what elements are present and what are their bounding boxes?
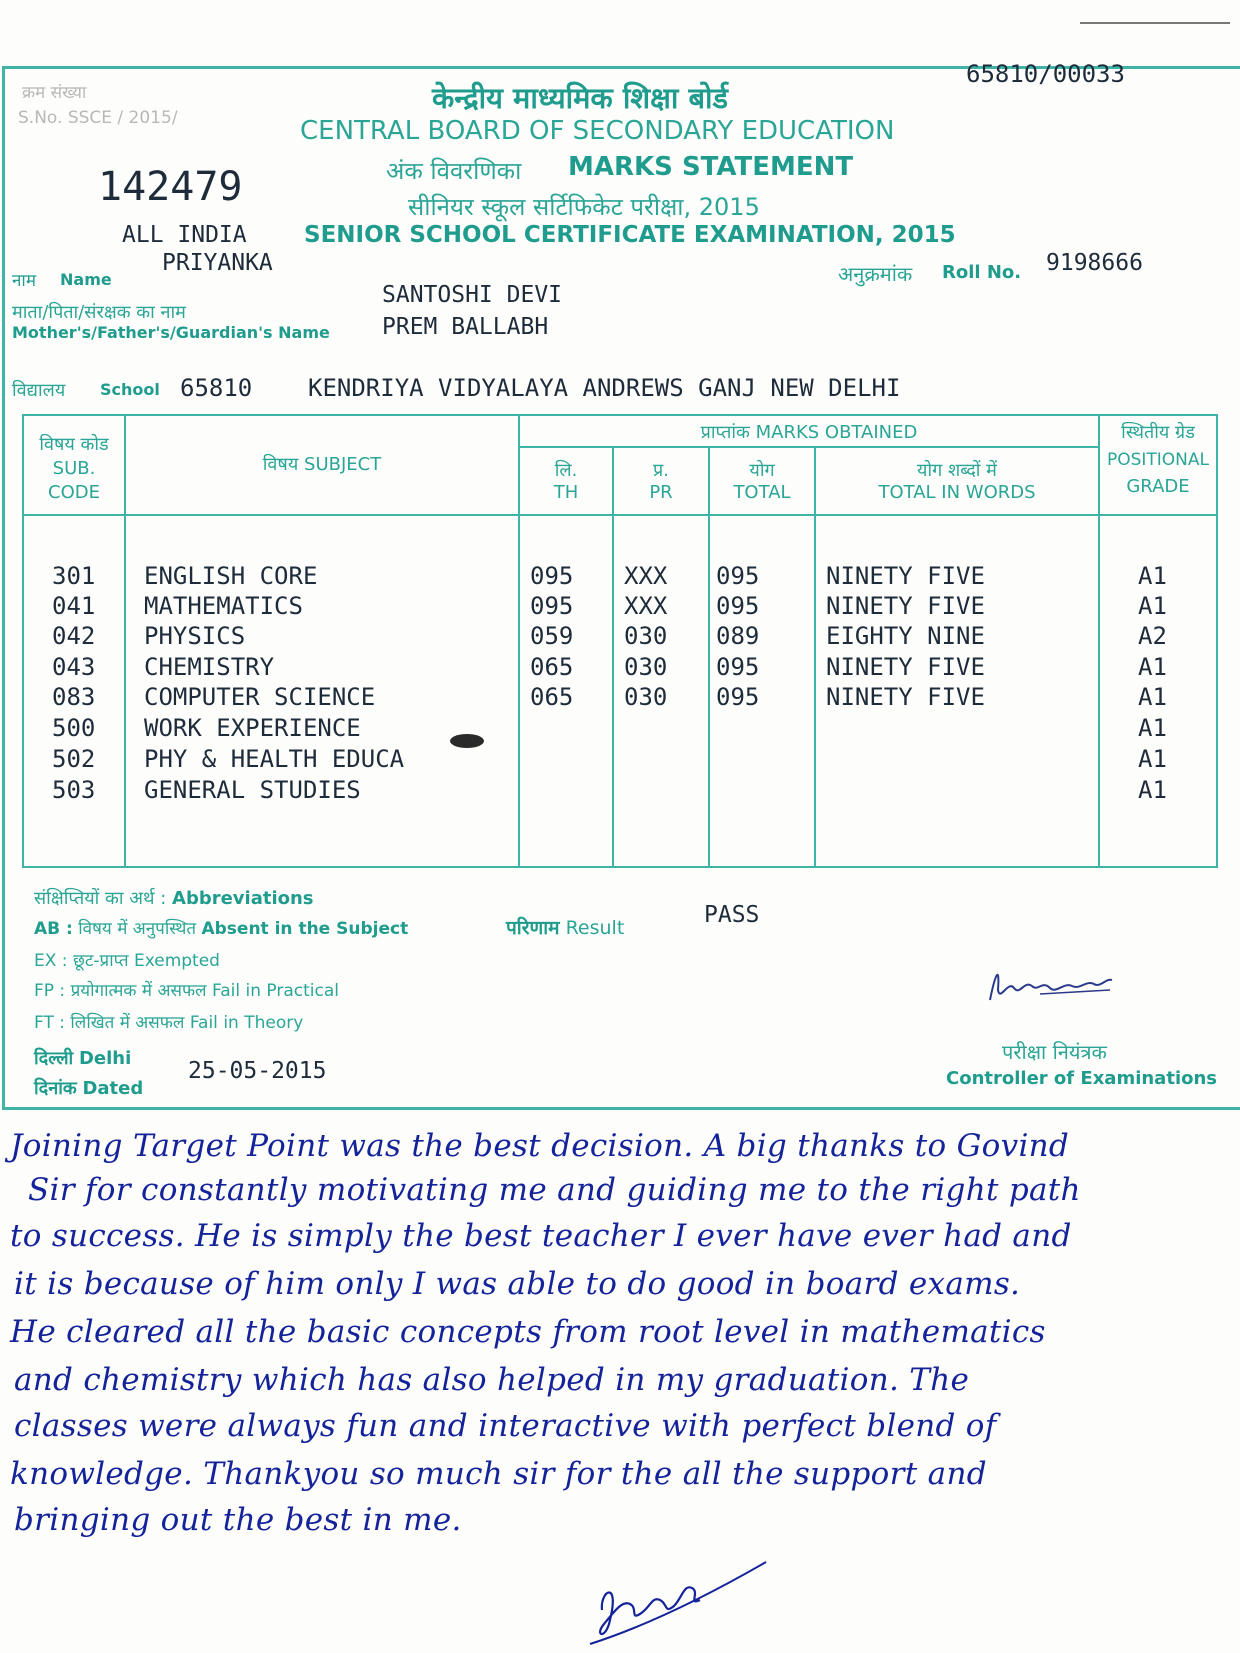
controller-en: Controller of Examinations	[946, 1068, 1218, 1089]
serial-label-en: S.No. SSCE / 2015/	[18, 108, 178, 128]
testimonial-line: it is because of him only I was able to do good in board exams.	[14, 1266, 1021, 1302]
abbreviation-en: Fail in Theory	[189, 1013, 304, 1033]
name-label-hi: नाम	[12, 271, 37, 291]
result-label-hi: परिणाम	[506, 917, 560, 939]
row-th: 059	[530, 622, 574, 650]
row-words: NINETY FIVE	[826, 653, 985, 681]
row-code: 083	[52, 683, 96, 711]
header-marks	[520, 420, 1098, 444]
guardian-label-hi: माता/पिता/संरक्षक का नाम	[12, 302, 186, 323]
row-words: NINETY FIVE	[826, 562, 985, 590]
table-border-bottom	[22, 866, 1218, 868]
school-name: KENDRIYA VIDYALAYA ANDREWS GANJ NEW DELHI	[308, 374, 901, 402]
header-subject	[126, 452, 518, 476]
table-row	[0, 714, 1240, 744]
row-th: 095	[530, 562, 574, 590]
ink-blot	[450, 734, 484, 748]
row-subject: MATHEMATICS	[144, 592, 303, 620]
table-row	[0, 776, 1240, 806]
abbreviations-title	[34, 886, 314, 910]
exam-en: SENIOR SCHOOL CERTIFICATE EXAMINATION, 2015	[304, 222, 956, 248]
abbreviation-hi: विषय में अनुपस्थित	[78, 919, 197, 939]
result-label	[506, 914, 624, 940]
row-pr: XXX	[624, 562, 668, 590]
top-edge-mark	[1080, 22, 1230, 24]
testimonial-line: Sir for constantly motivating me and guiding me to the right path	[28, 1172, 1081, 1208]
header-marks-hi: प्राप्तांक	[700, 422, 750, 443]
row-total: 095	[716, 683, 760, 711]
dated-en: Dated	[82, 1078, 144, 1099]
row-grade: A1	[1138, 745, 1167, 773]
board-name-en: CENTRAL BOARD OF SECONDARY EDUCATION	[300, 116, 895, 146]
row-th: 095	[530, 592, 574, 620]
statement-hi: अंक विवरणिका	[386, 157, 522, 185]
row-subject: ENGLISH CORE	[144, 562, 318, 590]
header-pr-en: PR	[649, 482, 673, 503]
school-label-en: School	[100, 380, 160, 399]
row-subject: GENERAL STUDIES	[144, 776, 361, 804]
testimonial-line: to success. He is simply the best teacher I ever have ever had and	[10, 1218, 1072, 1254]
row-words: NINETY FIVE	[826, 683, 985, 711]
abbreviation-hi: लिखित में असफल	[70, 1013, 185, 1033]
row-grade: A1	[1138, 592, 1167, 620]
place-hi: दिल्ली	[34, 1048, 74, 1069]
table-border-top	[22, 414, 1218, 416]
table-row	[0, 653, 1240, 683]
row-pr: 030	[624, 683, 668, 711]
row-code: 301	[52, 562, 96, 590]
testimonial-line: knowledge. Thankyou so much sir for the all the support and	[10, 1456, 987, 1492]
row-code: 502	[52, 745, 96, 773]
candidate-name: PRIYANKA	[162, 250, 273, 276]
row-subject: PHY & HEALTH EDUCA	[144, 745, 405, 773]
row-grade: A2	[1138, 622, 1167, 650]
place-en: Delhi	[78, 1048, 132, 1069]
abbreviations-title-en: Abbreviations	[172, 888, 314, 909]
row-pr: 030	[624, 653, 668, 681]
table-row	[0, 592, 1240, 622]
testimonial-line: Joining Target Point was the best decision. A big thanks to Govind	[10, 1128, 1070, 1164]
table-row	[0, 622, 1240, 652]
issue-date: 25-05-2015	[188, 1058, 327, 1084]
student-signature	[580, 1540, 770, 1650]
row-subject: CHEMISTRY	[144, 653, 275, 681]
row-total: 095	[716, 592, 760, 620]
row-th: 065	[530, 683, 574, 711]
abbreviation-en: Absent in the Subject	[201, 919, 409, 939]
abbreviation-code: FP :	[34, 981, 66, 1001]
row-code: 042	[52, 622, 96, 650]
row-code: 503	[52, 776, 96, 804]
row-th: 065	[530, 653, 574, 681]
row-grade: A1	[1138, 653, 1167, 681]
dated-label	[34, 1076, 143, 1100]
abbreviation-code: FT :	[34, 1013, 65, 1033]
abbreviations-title-hi: संक्षिप्तियों का अर्थ :	[34, 888, 167, 909]
row-total: 095	[716, 562, 760, 590]
statement-en: MARKS STATEMENT	[568, 152, 854, 182]
place-label	[34, 1046, 131, 1070]
header-words-hi: योग शब्दों में	[917, 460, 997, 481]
roll-number: 9198666	[1046, 250, 1143, 276]
header-total-hi: योग	[749, 460, 775, 481]
marks-subheader-divider	[518, 446, 1098, 448]
row-code: 041	[52, 592, 96, 620]
testimonial-line: classes were always fun and interactive with perfect blend of	[14, 1408, 997, 1444]
row-grade: A1	[1138, 562, 1167, 590]
row-grade: A1	[1138, 776, 1167, 804]
row-subject: WORK EXPERIENCE	[144, 714, 361, 742]
abbreviation-item	[34, 916, 408, 939]
serial-number: 142479	[98, 164, 243, 210]
top-code: 65810/00033	[966, 60, 1125, 88]
row-words: EIGHTY NINE	[826, 622, 985, 650]
abbreviation-en: Fail in Practical	[211, 981, 339, 1001]
testimonial-line: He cleared all the basic concepts from root level in mathematics	[10, 1314, 1046, 1350]
roll-label-hi: अनुक्रमांक	[838, 262, 913, 286]
guardian-label-en: Mother's/Father's/Guardian's Name	[12, 323, 330, 342]
header-total-en: TOTAL	[733, 482, 791, 503]
abbreviation-code: EX :	[34, 951, 68, 971]
header-code-en2: CODE	[48, 482, 100, 503]
exam-prefix: ALL INDIA	[122, 222, 247, 248]
row-total: 095	[716, 653, 760, 681]
name-label-en: Name	[60, 270, 112, 289]
row-words: NINETY FIVE	[826, 592, 985, 620]
header-code-en1: SUB.	[52, 458, 96, 479]
header-grade-en1: POSITIONAL	[1106, 450, 1210, 470]
controller-hi: परीक्षा नियंत्रक	[1002, 1040, 1107, 1064]
row-grade: A1	[1138, 714, 1167, 742]
row-code: 500	[52, 714, 96, 742]
table-row	[0, 683, 1240, 713]
row-code: 043	[52, 653, 96, 681]
dated-hi: दिनांक	[34, 1078, 77, 1099]
exam-hi: सीनियर स्कूल सर्टिफिकेट परीक्षा, 2015	[408, 193, 760, 221]
row-subject: PHYSICS	[144, 622, 246, 650]
school-code: 65810	[180, 374, 253, 402]
header-pr-hi: प्र.	[653, 460, 669, 481]
header-th-hi: लि.	[554, 460, 578, 481]
header-subject-hi: विषय	[262, 454, 299, 475]
header-code-hi: विषय कोड	[39, 434, 109, 455]
header-grade-en2: GRADE	[1126, 476, 1190, 497]
abbreviation-item	[34, 1010, 303, 1033]
controller-signature	[980, 950, 1140, 1020]
testimonial-line: bringing out the best in me.	[14, 1502, 462, 1538]
row-total: 089	[716, 622, 760, 650]
serial-label-hi: क्रम संख्या	[22, 83, 87, 103]
header-words-en: TOTAL IN WORDS	[878, 482, 1036, 503]
abbreviation-item	[34, 978, 339, 1001]
abbreviation-item	[34, 948, 220, 971]
header-subject-en: SUBJECT	[304, 454, 382, 475]
abbreviation-code: AB :	[34, 919, 73, 939]
row-subject: COMPUTER SCIENCE	[144, 683, 376, 711]
abbreviation-hi: छूट-प्राप्त	[72, 951, 129, 971]
row-pr: XXX	[624, 592, 668, 620]
table-row	[0, 745, 1240, 775]
header-grade-hi: स्थितीय ग्रेड	[1121, 422, 1195, 443]
result-value: PASS	[704, 902, 760, 928]
school-label-hi: विद्यालय	[12, 380, 66, 401]
abbreviation-hi: प्रयोगात्मक में असफल	[70, 981, 207, 1001]
table-row	[0, 562, 1240, 592]
header-marks-en: MARKS OBTAINED	[755, 422, 918, 443]
header-th-en: TH	[553, 482, 579, 503]
mother-name: SANTOSHI DEVI	[382, 282, 563, 308]
roll-label-en: Roll No.	[942, 262, 1022, 283]
table-header-divider	[22, 514, 1218, 516]
row-pr: 030	[624, 622, 668, 650]
testimonial-line: and chemistry which has also helped in my graduation. The	[14, 1362, 970, 1398]
board-name-hi: केन्द्रीय माध्यमिक शिक्षा बोर्ड	[432, 81, 729, 115]
result-label-en: Result	[565, 917, 625, 939]
row-grade: A1	[1138, 683, 1167, 711]
abbreviation-en: Exempted	[133, 951, 220, 971]
father-name: PREM BALLABH	[382, 314, 549, 340]
